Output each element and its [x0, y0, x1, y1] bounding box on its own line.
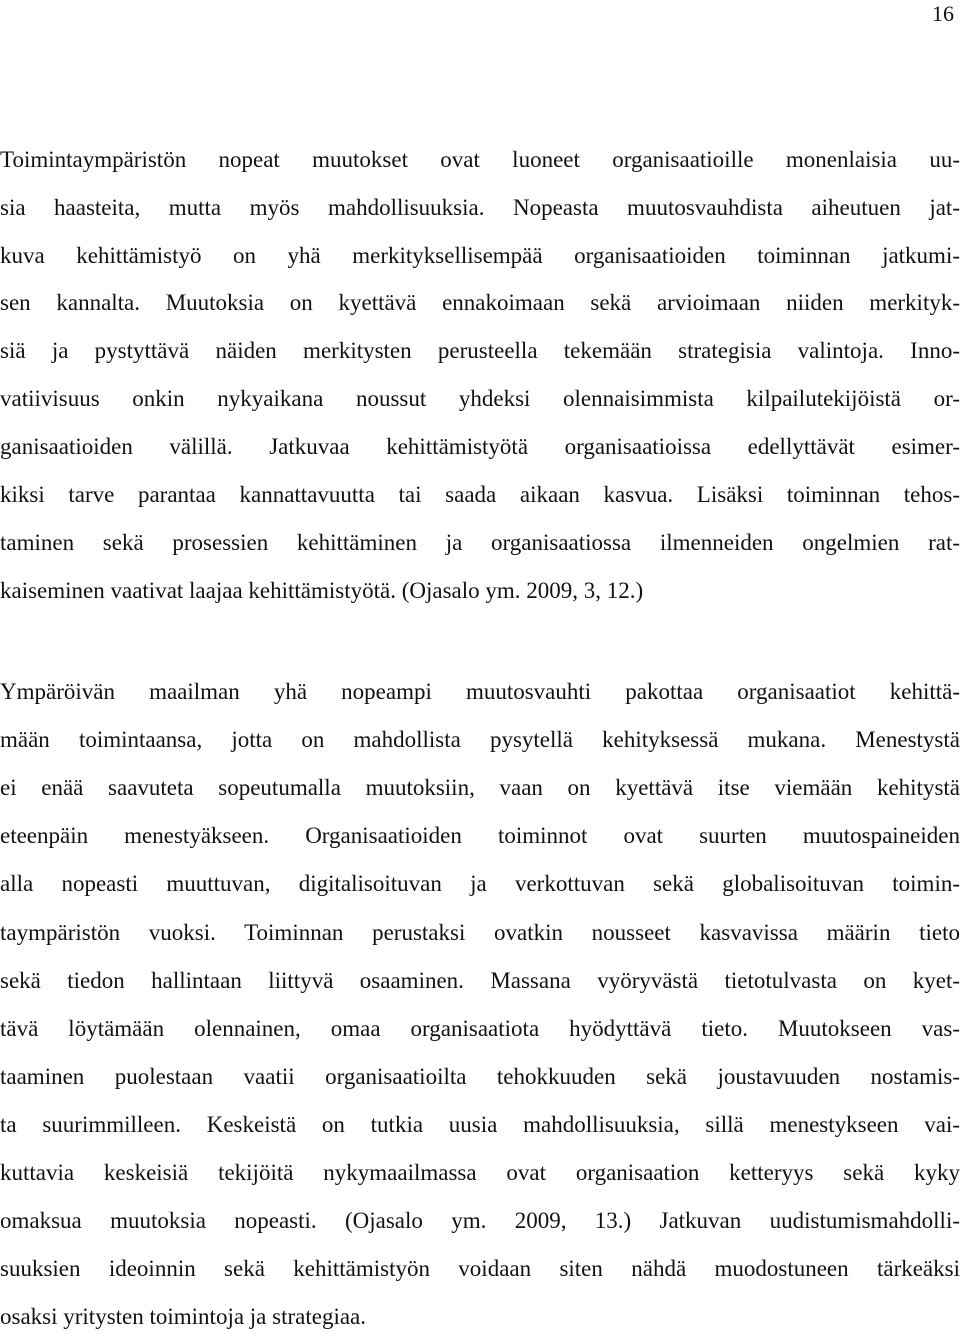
paragraph-line: taaminen puolestaan vaatii organisaatioilta tehokkuuden sekä joustavuuden nostamis- [0, 1064, 960, 1089]
paragraph-line: kuttavia keskeisiä tekijöitä nykymaailmassa ovat organisaation ketteryys sekä kyky [0, 1160, 960, 1185]
paragraph-line: ganisaatioiden välillä. Jatkuvaa kehittämistyötä organisaatioissa edellyttävät esimer- [0, 434, 960, 459]
paragraph-line: Toimintaympäristön nopeat muutokset ovat luoneet organisaatioille monenlaisia uu- [0, 147, 960, 172]
paragraph-line: tävä löytämään olennainen, omaa organisaatiota hyödyttävä tieto. Muutokseen vas- [0, 1016, 960, 1041]
paragraph-line: taympäristön vuoksi. Toiminnan perustaksi ovatkin nousseet kasvavissa määrin tieto [0, 920, 960, 945]
paragraph-line: osaksi yritysten toimintoja ja strategiaa. [0, 1304, 367, 1329]
paragraph-line: alla nopeasti muuttuvan, digitalisoituvan ja verkottuvan sekä globalisoituvan toimin- [0, 871, 960, 896]
paragraph-line: sia haasteita, mutta myös mahdollisuuksia. Nopeasta muutosvauhdista aiheutuen jat- [0, 195, 960, 220]
page-number: 16 [932, 1, 954, 26]
paragraph-line: omaksua muutoksia nopeasti. (Ojasalo ym. 2009, 13.) Jatkuvan uudistumismahdolli- [0, 1208, 960, 1233]
paragraph-line: ta suurimmilleen. Keskeistä on tutkia uusia mahdollisuuksia, sillä menestykseen vai- [0, 1112, 960, 1137]
paragraph-line: sen kannalta. Muutoksia on kyettävä ennakoimaan sekä arvioimaan niiden merkityk- [0, 290, 960, 315]
paragraph-line: eteenpäin menestyäkseen. Organisaatioiden toiminnot ovat suurten muutospaineiden [0, 823, 960, 848]
paragraph-line: suuksien ideoinnin sekä kehittämistyön voidaan siten nähdä muodostuneen tärkeäksi [0, 1256, 960, 1281]
paragraph-line: kiksi tarve parantaa kannattavuutta tai saada aikaan kasvua. Lisäksi toiminnan tehos- [0, 482, 960, 507]
paragraph-line: kaiseminen vaativat laajaa kehittämistyötä. (Ojasalo ym. 2009, 3, 12.) [0, 578, 644, 603]
paragraph-line: kuva kehittämistyö on yhä merkityksellisempää organisaatioiden toiminnan jatkumi- [0, 243, 960, 268]
paragraph-line: Ympäröivän maailman yhä nopeampi muutosvauhti pakottaa organisaatiot kehittä- [0, 679, 960, 704]
paragraph-line: sekä tiedon hallintaan liittyvä osaaminen. Massana vyöryvästä tietotulvasta on kyet- [0, 968, 960, 993]
paragraph-line: mään toimintaansa, jotta on mahdollista pysytellä kehityksessä mukana. Menestystä [0, 727, 960, 752]
paragraph-line: siä ja pystyttävä näiden merkitysten perusteella tekemään strategisia valintoja. Inno- [0, 338, 960, 363]
paragraph-line: taminen sekä prosessien kehittäminen ja organisaatiossa ilmenneiden ongelmien rat- [0, 530, 960, 555]
paragraph-line: vatiivisuus onkin nykyaikana noussut yhdeksi olennaisimmista kilpailutekijöistä or- [0, 386, 960, 411]
paragraph-line: ei enää saavuteta sopeutumalla muutoksiin, vaan on kyettävä itse viemään kehitystä [0, 775, 960, 800]
